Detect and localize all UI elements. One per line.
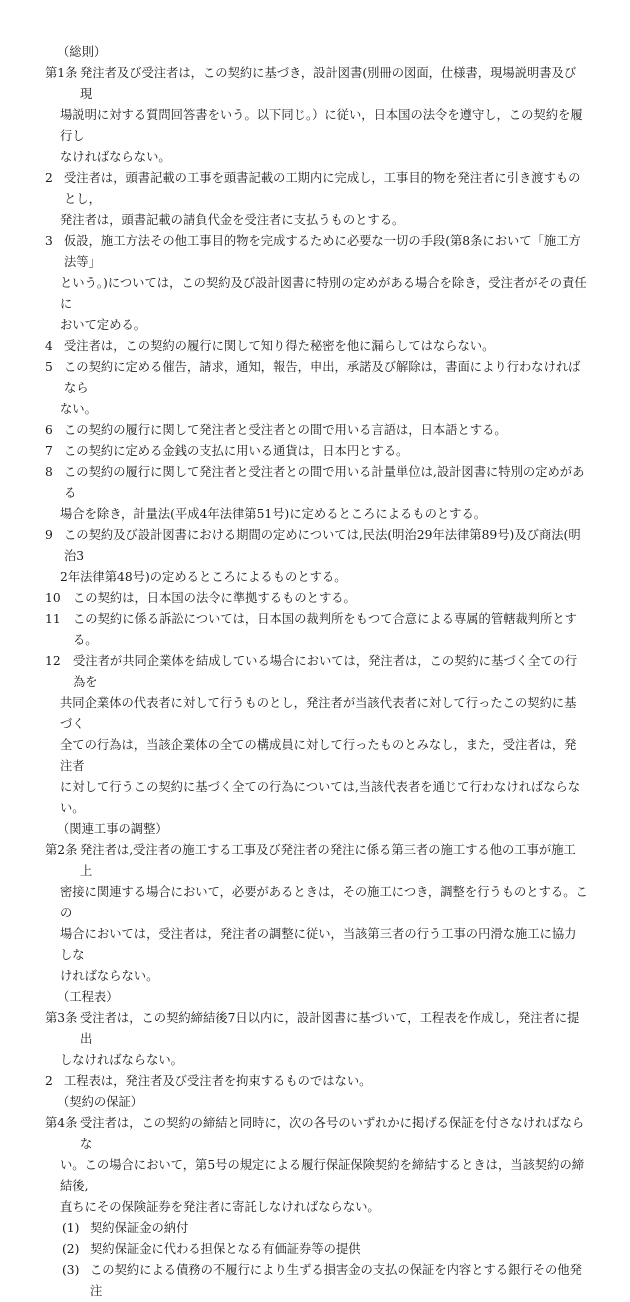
paragraph-1-12 — [0, 651, 630, 693]
text-line: 直ちにその保険証券を発注者に寄託しなければならない。 — [60, 1200, 380, 1214]
text-line: という。)については，この契約及び設計図書に特別の定めがある場合を除き，受注者がその責任に — [60, 276, 587, 311]
paragraph-continuation — [0, 273, 630, 336]
text-line: おいて定める。 — [60, 318, 147, 332]
item-number: (2) — [62, 1242, 80, 1256]
text-line: 発注者は，頭書記載の請負代金を受注者に支払うものとする。 — [60, 213, 405, 227]
text-line: ければならない。 — [60, 969, 159, 983]
article-1-continuation — [0, 105, 630, 168]
paragraph-number: 2 — [45, 1074, 53, 1088]
text-line: 全ての行為は，当該企業体の全ての構成員に対して行ったものとみなし，また，受注者は，発注者 — [60, 738, 577, 773]
paragraph-number: 2 — [45, 171, 53, 185]
text-line: 共同企業体の代表者に対して行うものとし，発注者が当該代表者に対して行ったこの契約に基づく — [60, 696, 577, 731]
paragraph-1-11 — [0, 609, 630, 651]
text-line: この契約の履行に関して発注者と受注者との間で用いる言語は，日本語とする。 — [64, 423, 507, 437]
item-text: 契約保証金の納付 — [90, 1221, 189, 1235]
paragraph-1-9 — [0, 525, 630, 567]
text-line: ない。 — [60, 402, 97, 416]
article-4 — [0, 1113, 630, 1155]
text-line: 受注者は，この契約締結後7日以内に，設計図書に基づいて，工程表を作成し，発注者に提出 — [80, 1011, 580, 1046]
paragraph-number: 10 — [45, 591, 61, 605]
text-line: 受注者が共同企業体を結成している場合においては，発注者は，この契約に基づく全ての行為を — [73, 654, 578, 689]
text-line: 場合を除き，計量法(平成4年法律第51号)に定めるところによるものとする。 — [60, 507, 487, 521]
paragraph-continuation — [0, 504, 630, 525]
text-line: この契約に定める金銭の支払に用いる通貨は，日本円とする。 — [64, 444, 409, 458]
text-line: 工程表は，発注者及び受注者を拘束するものではない。 — [64, 1074, 372, 1088]
article-2-continuation — [0, 882, 630, 987]
paragraph-1-4 — [0, 336, 630, 357]
text-line: この契約及び設計図書における期間の定めについては,民法(明治29年法律第89号)及び商法(明治3 — [64, 528, 581, 563]
item-text: この契約による債務の不履行により生ずる損害金の支払の保証を内容とする銀行その他発注 — [90, 1263, 582, 1298]
paragraph-number: 6 — [45, 423, 53, 437]
list-item — [0, 1218, 630, 1239]
paragraph-1-6 — [0, 420, 630, 441]
text-line: い。この場合において，第5号の規定による履行保証保険契約を締結するときは，当該契約の締結後, — [60, 1158, 585, 1193]
article-number: 第3条 — [45, 1011, 78, 1025]
text-line: この契約に定める催告，請求，通知，報告，申出，承諾及び解除は，書面により行わなければなら — [64, 360, 581, 395]
text-line: この契約に係る訴訟については，日本国の裁判所をもつて合意による専属的管轄裁判所とする。 — [73, 612, 577, 647]
paragraph-1-10 — [0, 588, 630, 609]
item-number: (1) — [62, 1221, 80, 1235]
text-line: 発注者は,受注者の施工する工事及び発注者の発注に係る第三者の施工する他の工事が施工上 — [80, 843, 576, 878]
article-number: 第1条 — [45, 66, 78, 80]
paragraph-1-5 — [0, 357, 630, 399]
paragraph-continuation — [0, 210, 630, 231]
text-line: 密接に関連する場合において，必要があるときは，その施工につき，調整を行うものとする。この — [60, 885, 588, 920]
article-2 — [0, 840, 630, 882]
paragraph-1-8 — [0, 462, 630, 504]
heading-general-provisions: （総則） — [57, 45, 107, 59]
article-3 — [0, 1008, 630, 1050]
paragraph-number: 5 — [45, 360, 53, 374]
paragraph-number: 4 — [45, 339, 53, 353]
paragraph-1-3 — [0, 231, 630, 273]
text-line: なければならない。 — [60, 150, 171, 164]
paragraph-1-7 — [0, 441, 630, 462]
paragraph-number: 3 — [45, 234, 53, 248]
paragraph-number: 12 — [45, 654, 61, 668]
item-text: 契約保証金に代わる担保となる有価証券等の提供 — [90, 1242, 361, 1256]
heading-related-works: （関連工事の調整） — [57, 822, 168, 836]
heading-contract-guarantee: （契約の保証） — [57, 1095, 144, 1109]
text-line: 受注者は，この契約の締結と同時に，次の各号のいずれかに掲げる保証を付さなければならな — [80, 1116, 585, 1151]
article-4-continuation — [0, 1155, 630, 1218]
text-line: 仮設，施工方法その他工事目的物を完成するために必要な一切の手段(第8条において「施工方法等」 — [64, 234, 581, 269]
item-number: (3) — [62, 1263, 80, 1277]
paragraph-1-2 — [0, 168, 630, 210]
text-line: 場説明に対する質問回答書をいう。以下同じ。）に従い，日本国の法令を遵守し，この契約を履行し — [60, 108, 583, 143]
text-line: しなければならない。 — [60, 1053, 183, 1067]
paragraph-number: 8 — [45, 465, 53, 479]
paragraph-number: 7 — [45, 444, 53, 458]
paragraph-3-2 — [0, 1071, 630, 1092]
text-line: 2年法律第48号)の定めるところによるものとする。 — [60, 570, 347, 584]
text-line: 受注者は，頭書記載の工事を頭書記載の工期内に完成し，工事目的物を発注者に引き渡すものとし， — [64, 171, 581, 206]
article-1 — [0, 63, 630, 105]
article-number: 第4条 — [45, 1116, 78, 1130]
list-item — [0, 1239, 630, 1260]
text-line: 受注者は，この契約の履行に関して知り得た秘密を他に漏らしてはならない。 — [64, 339, 495, 353]
list-item — [0, 1260, 630, 1302]
text-line: この契約の履行に関して発注者と受注者との間で用いる計量単位は,設計図書に特別の定めがある — [64, 465, 585, 500]
paragraph-continuation — [0, 693, 630, 819]
text-line: 場合においては，受注者は，発注者の調整に従い，当該第三者の行う工事の円滑な施工に協力しな — [60, 927, 577, 962]
article-3-continuation — [0, 1050, 630, 1071]
paragraph-continuation — [0, 399, 630, 420]
paragraph-continuation — [0, 567, 630, 588]
article-number: 第2条 — [45, 843, 78, 857]
text-line: この契約は，日本国の法令に準拠するものとする。 — [73, 591, 356, 605]
article-text — [80, 63, 630, 105]
text-line: 発注者及び受注者は，この契約に基づき，設計図書(別冊の図面，仕様書，現場説明書及び現 — [80, 66, 577, 101]
paragraph-number: 11 — [45, 612, 61, 626]
text-line: に対して行うこの契約に基づく全ての行為については,当該代表者を通じて行わなければならない。 — [60, 780, 581, 815]
paragraph-number: 9 — [45, 528, 53, 542]
heading-schedule: （工程表） — [57, 990, 119, 1004]
